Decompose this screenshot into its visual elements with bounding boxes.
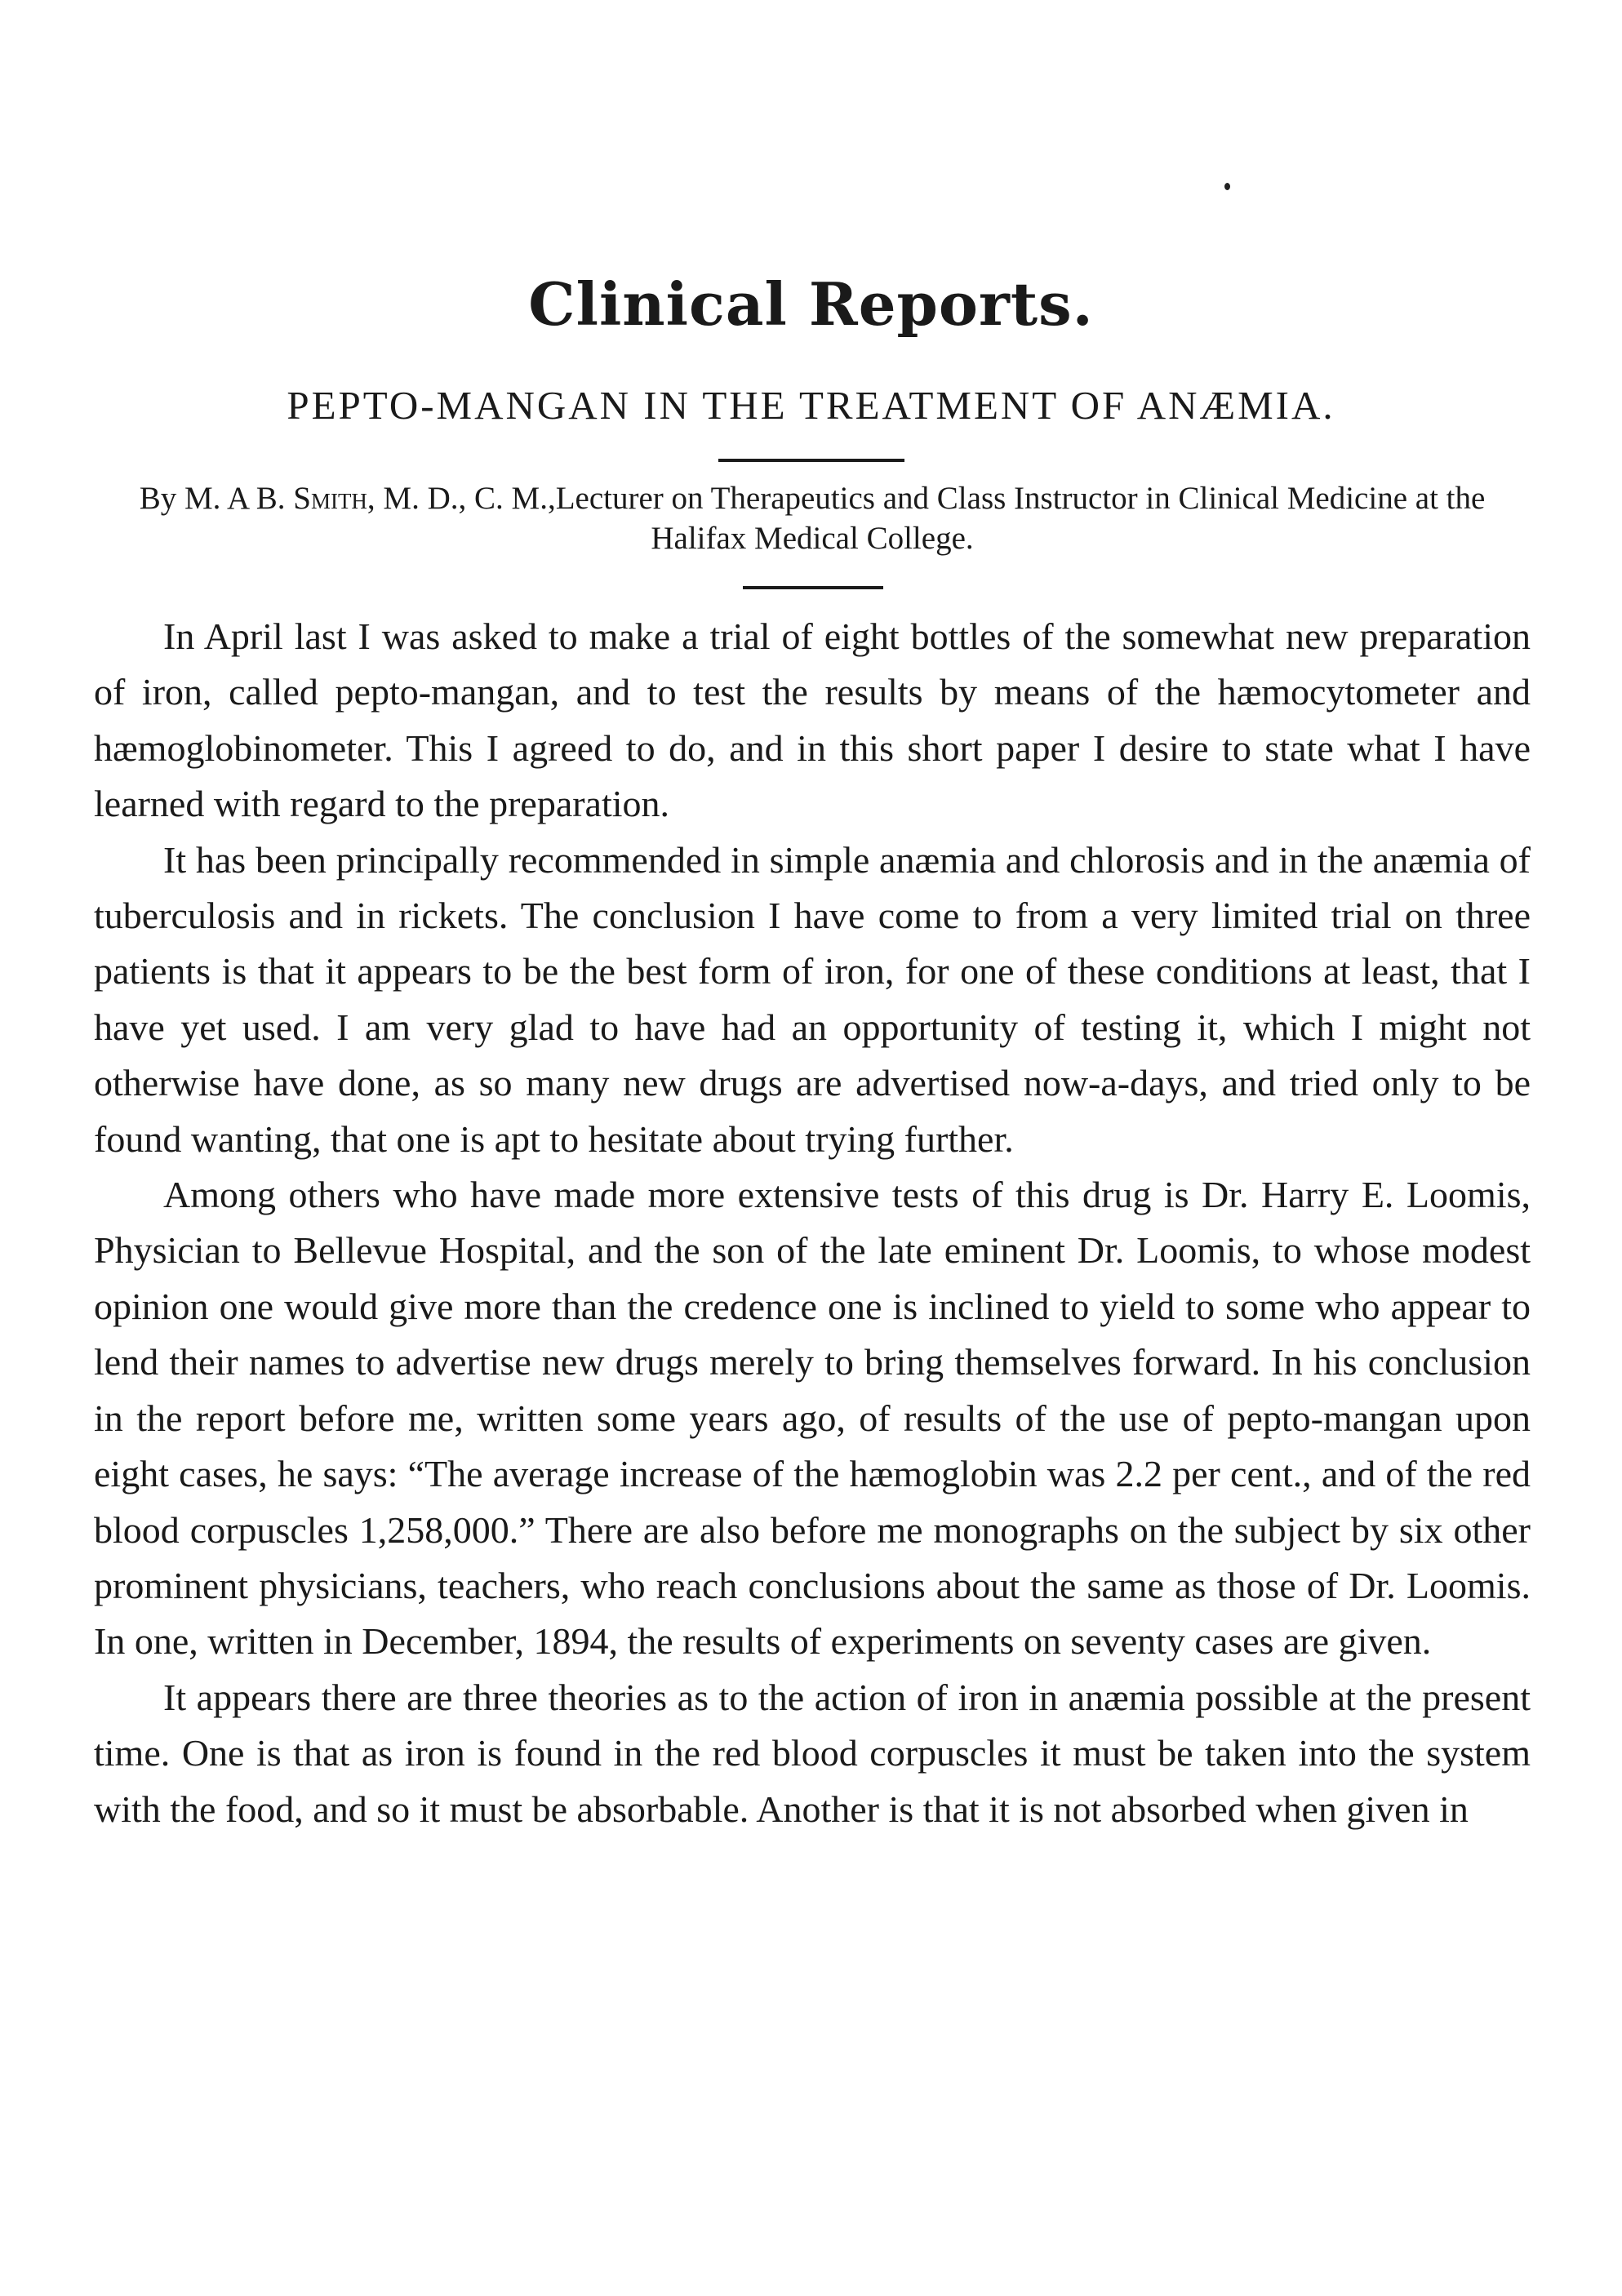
print-speck	[1224, 183, 1230, 190]
section-heading: Clinical Reports.	[528, 269, 1094, 339]
byline-rule	[743, 586, 883, 589]
author-name: M. A B. Smith, M. D., C. M.,	[184, 481, 556, 516]
byline-by: By	[139, 481, 177, 516]
byline	[94, 478, 1531, 558]
title-rule	[718, 459, 904, 462]
paragraph: It has been principally recommended in simple anæmia and chlorosis and in the anæmia of tuberculosis and in rickets. The conclusion I have come to from a very limited trial on three patients is that it appears to be the best form of iron, for one of these conditions at least, that I have yet used. I am very glad to have had an opportunity of testing it, which I might not otherwise have done, as so many new drugs are advertised now-a-days, and tried only to be found wanting, that one is apt to hesitate about trying further.	[94, 838, 1531, 1160]
author-affiliation: Lecturer on Therapeutics and Class Instructor in Clinical Medicine at the Halifax Medical College.	[555, 481, 1486, 556]
paragraph: Among others who have made more extensive tests of this drug is Dr. Harry E. Loomis, Physician to Bellevue Hospital, and the son of the late eminent Dr. Loomis, to whose modest opinion one would give more than the credence one is inclined to yield to some who appear to lend their names to advertise new drugs merely to bring themselves forward. In his conclusion in the report before me, written some years ago, of results of the use of pepto-mangan upon eight cases, he says: “The average increase of the hæmoglobin was 2.2 per cent., and of the red blood corpuscles 1,258,000.” There are also before me monographs on the subject by six other prominent physicians, teachers, who reach conclusions about the same as those of Dr. Loomis. In one, written in December, 1894, the results of experiments on seventy cases are given.	[94, 1174, 1531, 1663]
paragraph: In April last I was asked to make a trial of eight bottles of the somewhat new preparation of iron, called pepto-mangan, and to test the results by means of the hæmocytometer and hæmoglobinometer. This I agreed to do, and in this short paper I desire to state what I have learned with regard to the preparation.	[94, 615, 1531, 825]
article-title: PEPTO-MANGAN IN THE TREATMENT OF ANÆMIA.	[287, 383, 1335, 428]
paragraph: It appears there are three theories as to the action of iron in anæmia possible at the present time. One is that as iron is found in the red blood corpuscles it must be taken into the system with the food, and so it must be absorbable. Another is that it is not absorbed when given in	[94, 1676, 1531, 1830]
article-body	[94, 609, 1531, 1837]
